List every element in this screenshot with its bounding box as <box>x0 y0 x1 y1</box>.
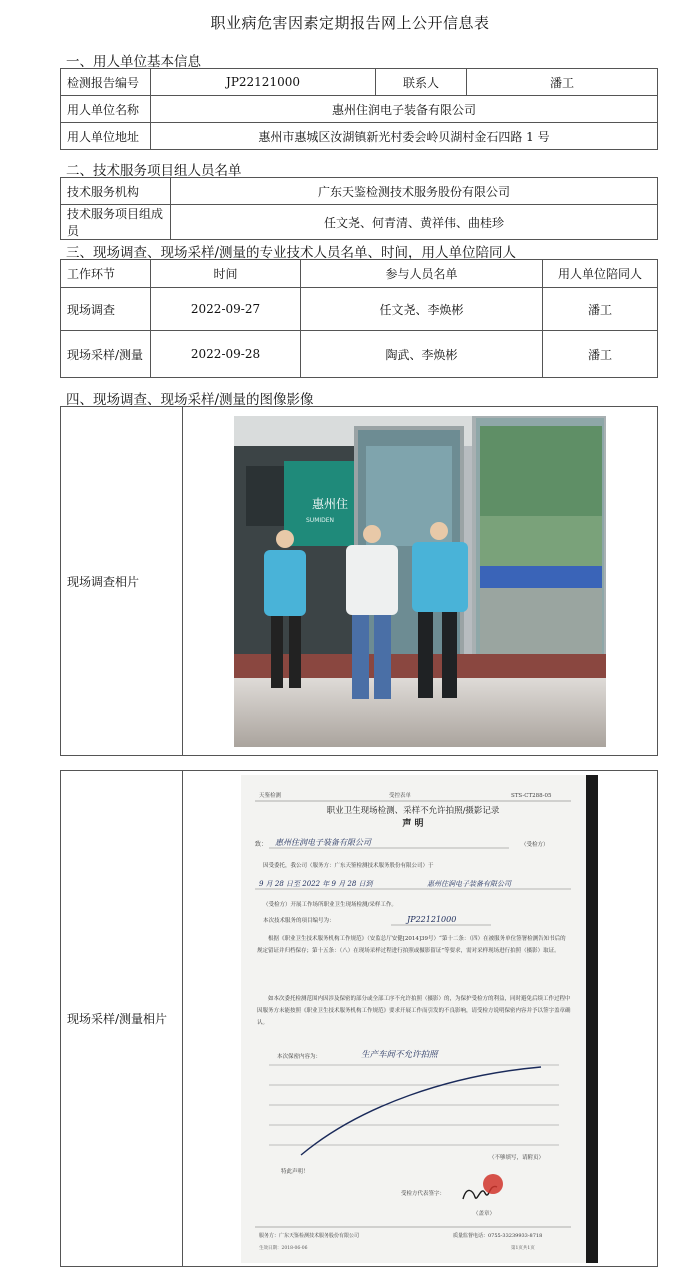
personnel-table <box>60 259 658 378</box>
org-value: 广东天鉴检测技术服务股份有限公司 <box>171 178 658 205</box>
col-people: 参与人员名单 <box>301 260 543 288</box>
doc-unit-hand2: 惠州住润电子装备有限公司 <box>427 880 511 888</box>
table-row <box>61 331 658 378</box>
survey-photo-label: 现场调查相片 <box>61 407 183 756</box>
row-time: 2022-09-27 <box>151 288 301 331</box>
doc-title: 职业卫生现场检测、采样不允许拍照/摄影记录 <box>326 806 500 816</box>
doc-header-left: 天鉴检测 <box>259 793 282 799</box>
unit-name-label: 用人单位名称 <box>61 96 151 123</box>
section1-heading: 一、用人单位基本信息 <box>66 54 201 70</box>
doc-para2: （受检方）开展工作场所职业卫生现场检测/采样工作。 <box>263 902 397 908</box>
doc-unit-prefix: 致： <box>255 841 268 848</box>
service-team-table <box>60 177 658 240</box>
contact-value: 潘工 <box>467 69 658 96</box>
doc-footer-date: 生效日期：2018-06-06 <box>259 1246 308 1251</box>
building-sign-text: 惠州住 <box>312 497 349 511</box>
row-people: 任文尧、李焕彬 <box>301 288 543 331</box>
members-label: 技术服务项目组成员 <box>61 205 171 240</box>
doc-secret-hand: 生产车间不允许拍照 <box>361 1050 438 1060</box>
doc-subtitle: 声 明 <box>402 819 424 829</box>
members-value: 任文尧、何青清、黄祥伟、曲桂珍 <box>171 205 658 240</box>
doc-footer-page: 第1页共1页 <box>511 1246 535 1251</box>
page-title: 职业病危害因素定期报告网上公开信息表 <box>210 14 490 32</box>
row-time: 2022-09-28 <box>151 331 301 378</box>
doc-para1: 因受委托，我公司（服务方：广东天鉴检测技术服务股份有限公司）于 <box>263 863 434 869</box>
table-row <box>61 288 658 331</box>
doc-special: 特此声明！ <box>281 1169 309 1175</box>
doc-para4: 根据《职业卫生技术服务机构工作规范》（安监总厅安健[2014]39号）“第十二条：（四）在被服务单位签署检测告知书后的规定留证并归档保存；第十五条：（八）在现场采样过程进行拍照或摄影留证”等要求，需对采样现场进行拍照（摄影）取证。 <box>257 936 566 954</box>
section4-heading: 四、现场调查、现场采样/测量的图像影像 <box>66 392 314 408</box>
building-sign-subtext: SUMIDEN <box>306 517 335 524</box>
doc-unit-suffix: （受检方） <box>521 842 549 848</box>
doc-para5: 如本次委托检测范围内因涉及保密的部分或全部工序不允许拍照（摄影）的，为保护受检方的利益，同时避免后续工作过程中因服务方未能按照《职业卫生技术服务机构工作规范》要求开展工作而引发的不良影响，请受检方说明保密内容并予以签字盖章确认。 <box>257 996 571 1026</box>
doc-note-right: （不够填写，请附页） <box>489 1155 545 1161</box>
doc-para6: 本次保密内容为： <box>277 1054 322 1060</box>
col-escort: 用人单位陪同人 <box>543 260 658 288</box>
sampling-photo-label: 现场采样/测量相片 <box>61 771 183 1267</box>
doc-header-right: STS-CT288-05 <box>511 793 552 799</box>
doc-seal-label: （盖章） <box>473 1211 496 1217</box>
col-time: 时间 <box>151 260 301 288</box>
sampling-declaration-photo <box>241 775 598 1263</box>
red-seal-icon <box>483 1174 503 1194</box>
report-no-value: JP22121000 <box>151 69 376 96</box>
row-stage: 现场调查 <box>61 288 151 331</box>
report-no-label: 检测报告编号 <box>61 69 151 96</box>
doc-project-hand: JP22121000 <box>407 915 457 924</box>
unit-addr-value: 惠州市惠城区汝湖镇新光村委会岭贝湖村金石四路 1 号 <box>151 123 658 150</box>
doc-unit-handwritten: 惠州住润电子装备有限公司 <box>275 838 371 847</box>
row-people: 陶武、李焕彬 <box>301 331 543 378</box>
org-label: 技术服务机构 <box>61 178 171 205</box>
unit-addr-label: 用人单位地址 <box>61 123 151 150</box>
doc-para3: 本次技术服务的项目编号为： <box>263 918 335 924</box>
doc-footer-phone: 质量监督电话：0755-33239933-8718 <box>453 1233 543 1239</box>
unit-info-table <box>60 68 658 150</box>
section3-heading: 三、现场调查、现场采样/测量的专业技术人员名单、时间，用人单位陪同人 <box>66 245 517 261</box>
row-stage: 现场采样/测量 <box>61 331 151 378</box>
col-stage: 工作环节 <box>61 260 151 288</box>
doc-footer-left: 服务方：广东天鉴检测技术服务股份有限公司 <box>259 1233 360 1239</box>
doc-sign-label: 受检方代表签字： <box>401 1191 446 1197</box>
site-survey-photo <box>234 416 606 747</box>
doc-date-hand: 9 月 28 日至 2022 年 9 月 28 日到 <box>259 880 373 888</box>
doc-header-mid: 受控表单 <box>389 793 412 799</box>
row-escort: 潘工 <box>543 331 658 378</box>
row-escort: 潘工 <box>543 288 658 331</box>
contact-label: 联系人 <box>376 69 467 96</box>
section2-heading: 二、技术服务项目组人员名单 <box>66 163 242 179</box>
unit-name-value: 惠州住润电子装备有限公司 <box>151 96 658 123</box>
